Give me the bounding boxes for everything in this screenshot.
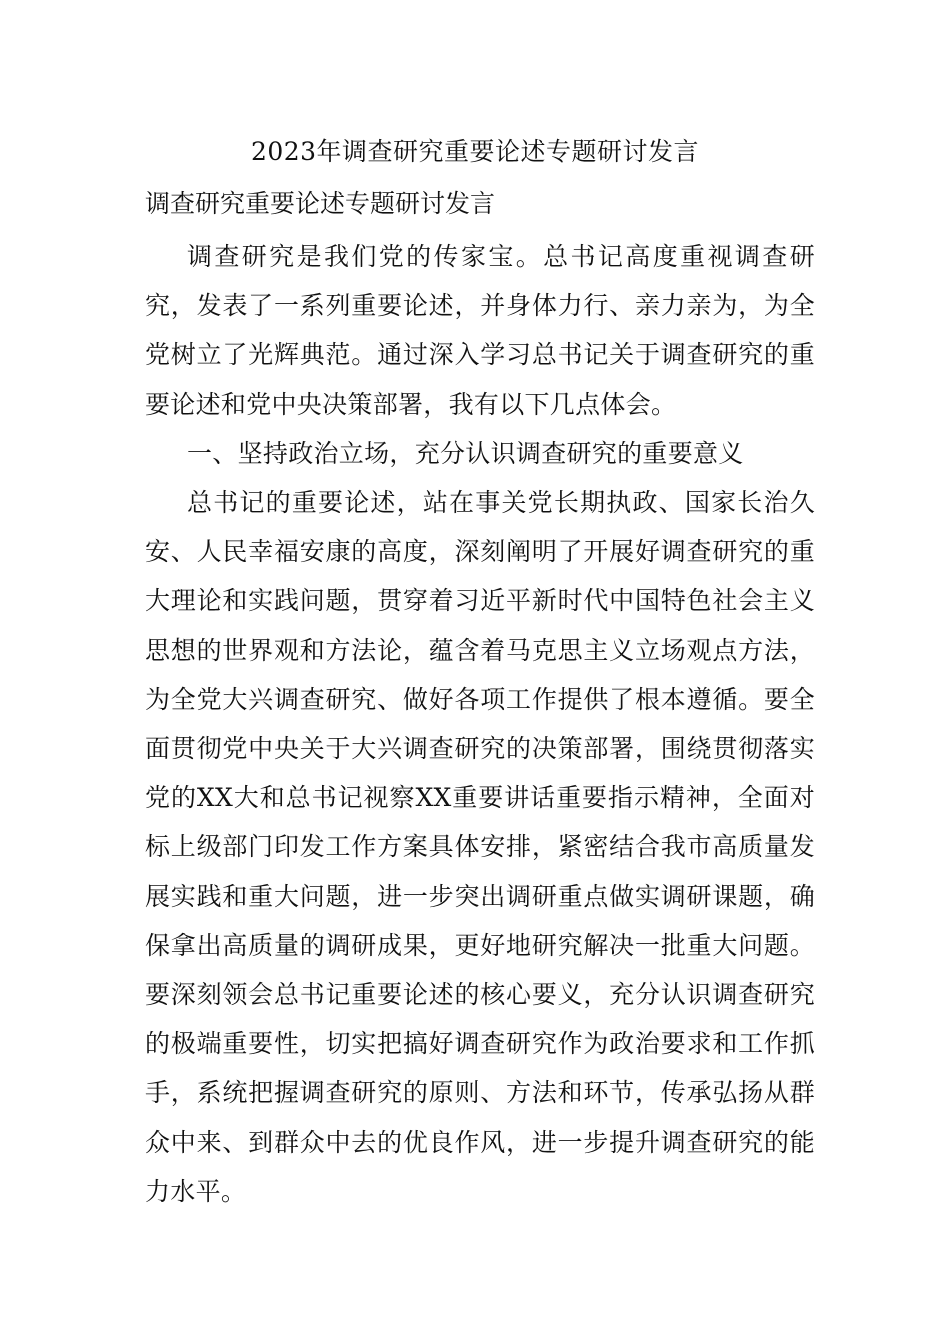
paragraph-section-1: 总书记的重要论述，站在事关党长期执政、国家长治久安、人民幸福安康的高度，深刻阐明了开展好调查研究的重大理论和实践问题，贯穿着习近平新时代中国特色社会主义思想的世界观和方法论，蕴含着马克思主义立场观点方法，为全党大兴调查研究、做好各项工作提供了根本遵循。要全面贯彻党中央关于大兴调查研究的决策部署，围绕贯彻落实党的XX大和总书记视察XX重要讲话重要指示精神，全面对标上级部门印发工作方案具体安排，紧密结合我市高质量发展实践和重大问题，进一步突出调研重点做实调研课题，确保拿出高质量的调研成果，更好地研究解决一批重大问题。要深刻领会总书记重要论述的核心要义，充分认识调查研究的极端重要性，切实把搞好调查研究作为政治要求和工作抓手，系统把握调查研究的原则、方法和环节，传承弘扬从群众中来、到群众中去的优良作风，进一步提升调查研究的能力水平。 <box>145 488 815 1206</box>
paragraph-intro: 调查研究是我们党的传家宝。总书记高度重视调查研究，发表了一系列重要论述，并身体力行、亲力亲为，为全党树立了光辉典范。通过深入学习总书记关于调查研究的重要论述和党中央决策部署，我有以下几点体会。 <box>145 242 815 419</box>
section-heading-1: 一、坚持政治立场，充分认识调查研究的重要意义 <box>187 438 744 468</box>
document-body <box>145 232 815 1216</box>
document-subtitle: 调查研究重要论述专题研讨发言 <box>145 189 496 218</box>
document-title: 2023年调查研究重要论述专题研讨发言 <box>250 137 700 166</box>
